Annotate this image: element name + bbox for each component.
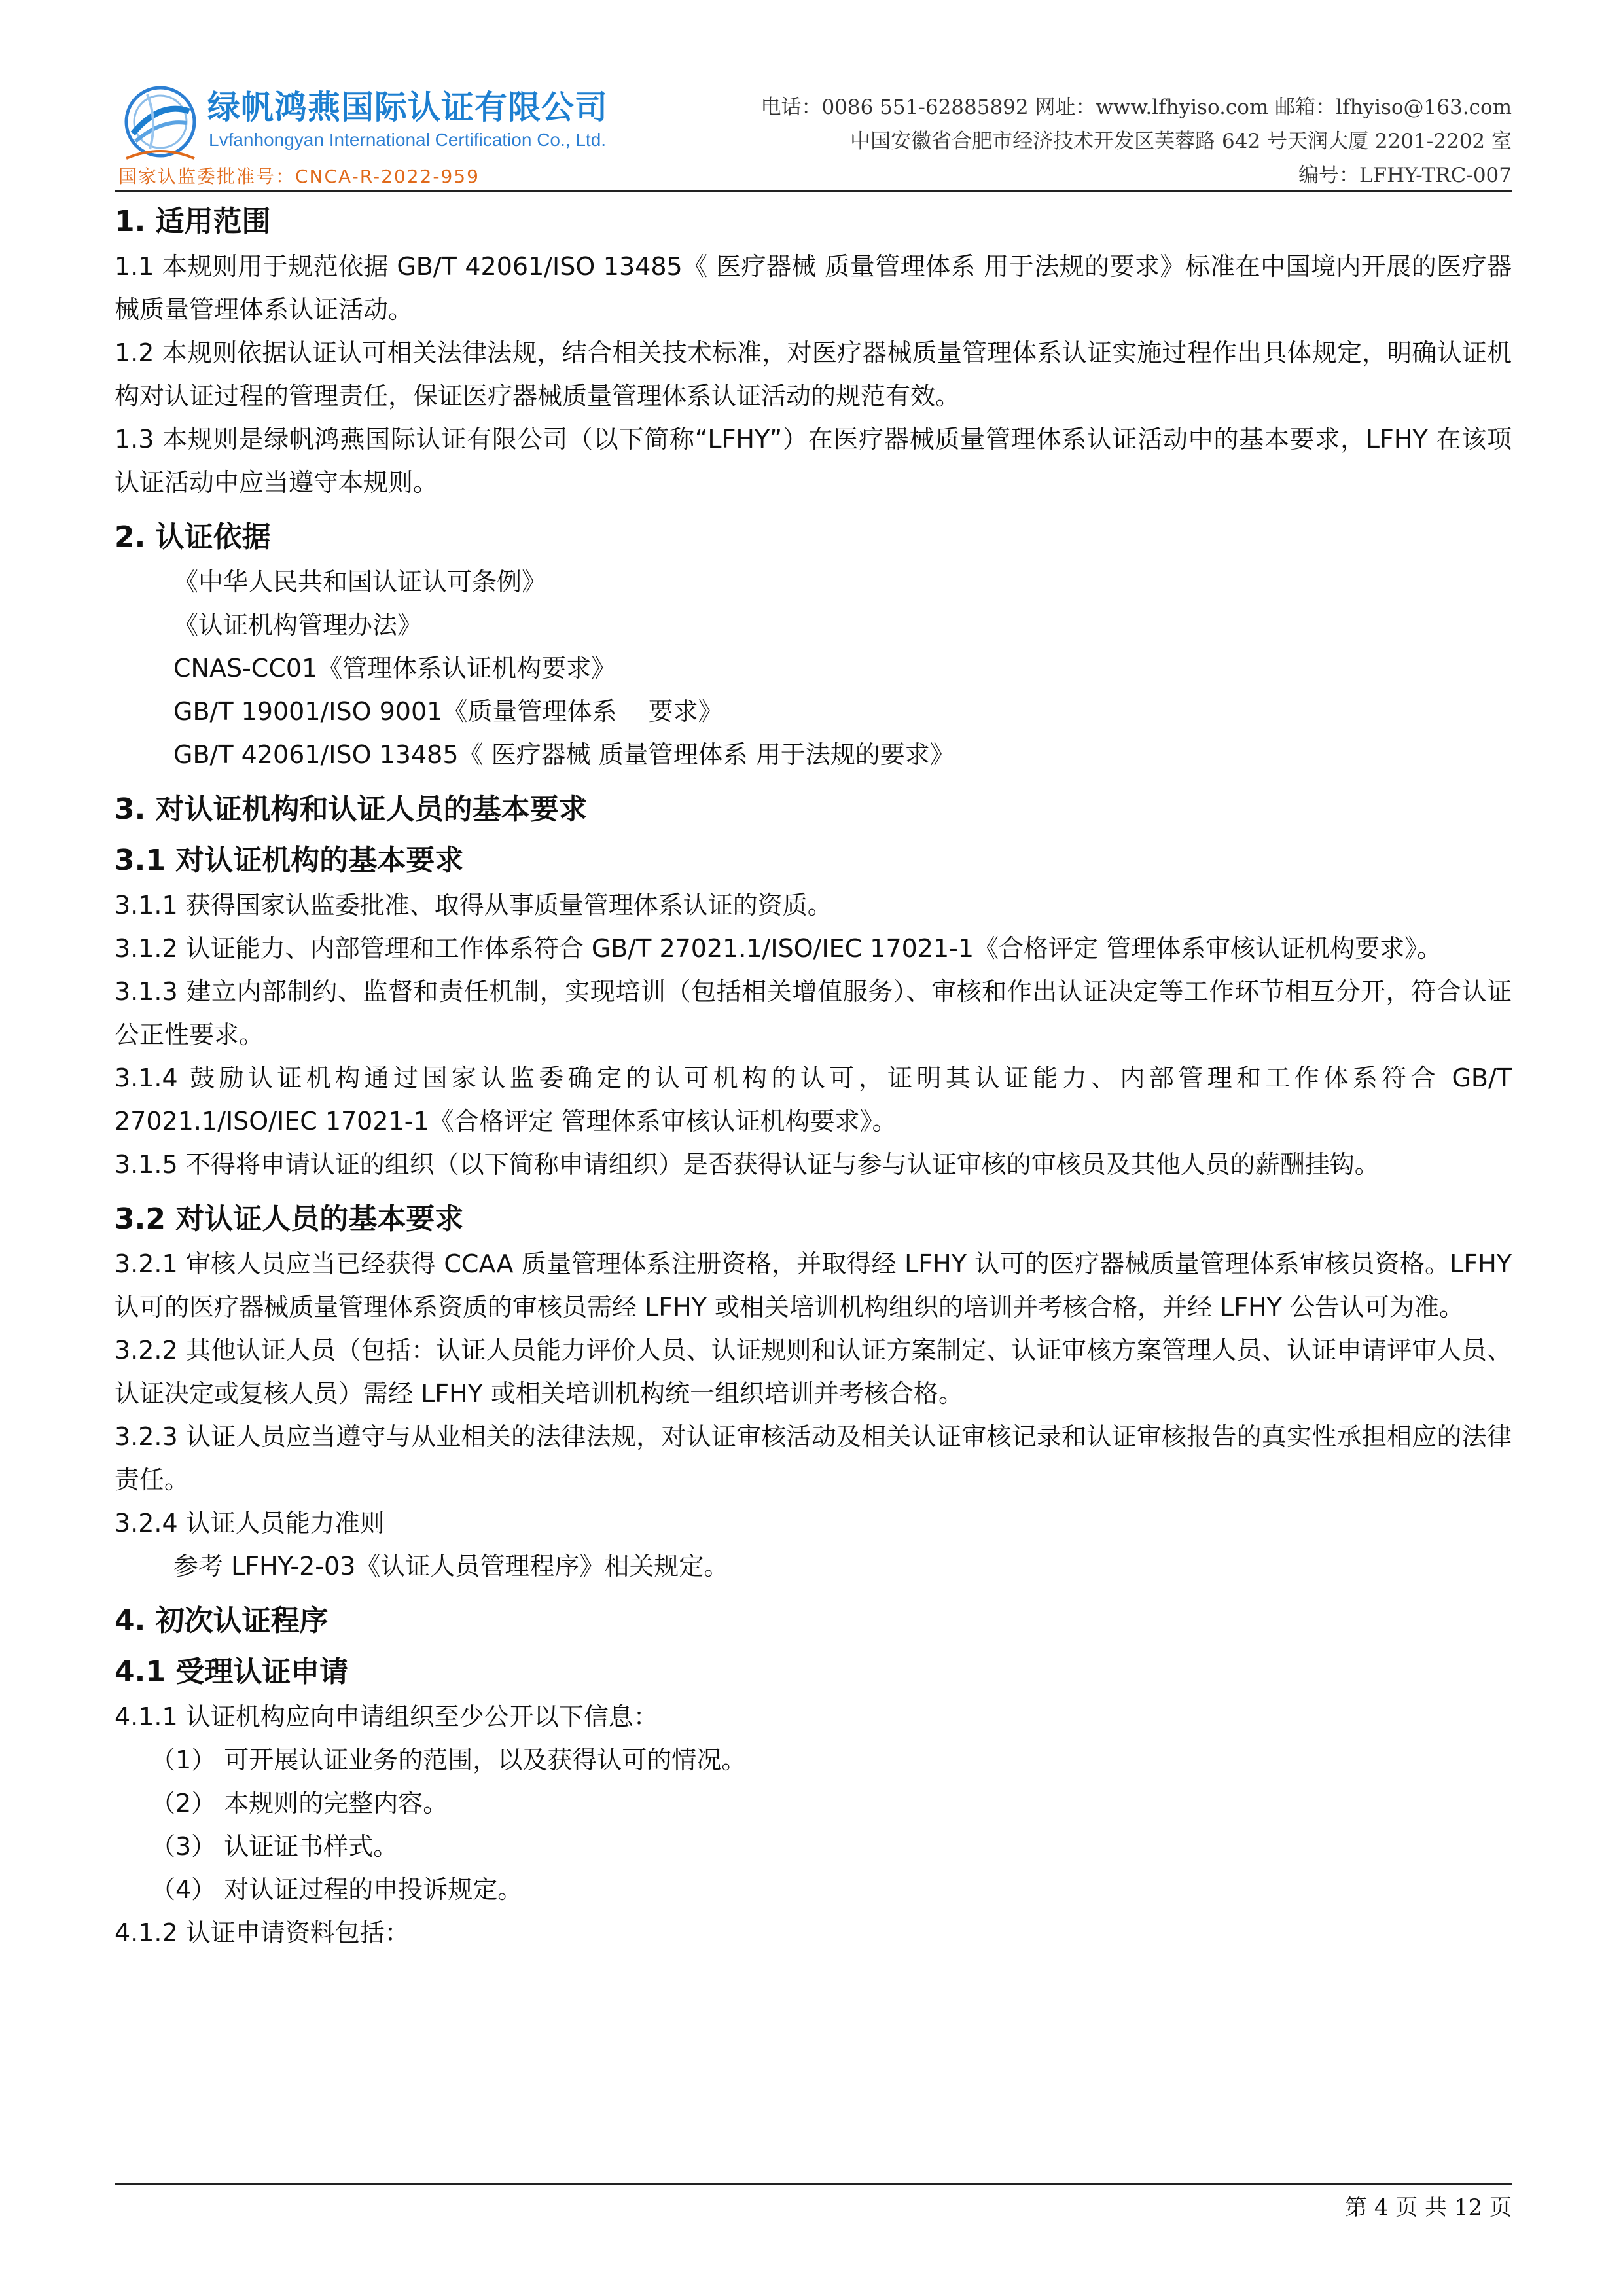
reference-item: 《中华人民共和国认证认可条例》 bbox=[173, 567, 547, 596]
company-name-en: Lvfanhongyan International Certification Co., Ltd. bbox=[209, 130, 607, 150]
list-item: （2） 本规则的完整内容。 bbox=[151, 1789, 448, 1818]
paragraph-3-1-4: 3.1.4 鼓励认证机构通过国家认监委确定的认可机构的认可，证明其认证能力、内部管理和工作体系符合 GB/T 27021.1/ISO/IEC 17021-1《合格评定 管理体系审核认证机构要求》。 bbox=[115, 1064, 1512, 1136]
section-1-title: 1. 适用范围 bbox=[115, 205, 271, 238]
header-contact-block bbox=[760, 90, 1512, 192]
reference-item: CNAS-CC01《管理体系认证机构要求》 bbox=[173, 654, 616, 683]
paragraph-3-2-4-reference: 参考 LFHY-2-03《认证人员管理程序》相关规定。 bbox=[173, 1552, 729, 1581]
document-body bbox=[115, 194, 1512, 1954]
approval-number: 国家认监委批准号：CNCA-R-2022-959 bbox=[118, 166, 480, 187]
section-3-2-title: 3.2 对认证人员的基本要求 bbox=[115, 1202, 464, 1236]
paragraph-1-1: 1.1 本规则用于规范依据 GB/T 42061/ISO 13485《 医疗器械 质量管理体系 用于法规的要求》标准在中国境内开展的医疗器械质量管理体系认证活动。 bbox=[115, 252, 1512, 324]
section-4-1-title: 4.1 受理认证申请 bbox=[115, 1655, 349, 1689]
section-2-title: 2. 认证依据 bbox=[115, 520, 271, 554]
paragraph-4-1-2: 4.1.2 认证申请资料包括： bbox=[115, 1918, 410, 1947]
address-line: 中国安徽省合肥市经济技术开发区芙蓉路 642 号天润大厦 2201-2202 室 bbox=[850, 130, 1512, 153]
reference-item: GB/T 19001/ISO 9001《质量管理体系 要求》 bbox=[173, 697, 723, 726]
page-number: 第 4 页 共 12 页 bbox=[1345, 2195, 1512, 2221]
paragraph-3-1-2: 3.1.2 认证能力、内部管理和工作体系符合 GB/T 27021.1/ISO/IEC 17021-1《合格评定 管理体系审核认证机构要求》。 bbox=[115, 934, 1442, 963]
section-3-title: 3. 对认证机构和认证人员的基本要求 bbox=[115, 793, 588, 826]
reference-item: 《认证机构管理办法》 bbox=[173, 611, 423, 639]
reference-item: GB/T 42061/ISO 13485《 医疗器械 质量管理体系 用于法规的要求》 bbox=[173, 740, 955, 769]
paragraph-3-1-3: 3.1.3 建立内部制约、监督和责任机制，实现培训（包括相关增值服务）、审核和作出认证决定等工作环节相互分开，符合认证公正性要求。 bbox=[115, 977, 1512, 1049]
section-4-title: 4. 初次认证程序 bbox=[115, 1604, 329, 1638]
list-item: （3） 认证证书样式。 bbox=[151, 1832, 399, 1861]
paragraph-1-2: 1.2 本规则依据认证认可相关法律法规，结合相关技术标准，对医疗器械质量管理体系认证实施过程作出具体规定，明确认证机构对认证过程的管理责任，保证医疗器械质量管理体系认证活动的规范有效。 bbox=[115, 338, 1512, 410]
company-name-cn: 绿帆鸿燕国际认证有限公司 bbox=[207, 88, 608, 126]
paragraph-3-2-2: 3.2.2 其他认证人员（包括：认证人员能力评价人员、认证规则和认证方案制定、认证审核方案管理人员、认证申请评审人员、认证决定或复核人员）需经 LFHY 或相关培训机构统一组织培训并考核合格。 bbox=[115, 1336, 1512, 1408]
paragraph-3-2-1: 3.2.1 审核人员应当已经获得 CCAA 质量管理体系注册资格，并取得经 LFHY 认可的医疗器械质量管理体系审核员资格。LFHY 认可的医疗器械质量管理体系资质的审核员需经 LFHY 或相关培训机构组织的培训并考核合格，并经 LFHY 公告认可为准。 bbox=[115, 1249, 1512, 1321]
section-3-1-title: 3.1 对认证机构的基本要求 bbox=[115, 844, 464, 877]
list-item: （1） 可开展认证业务的范围，以及获得认可的情况。 bbox=[151, 1746, 747, 1774]
header-divider bbox=[115, 190, 1512, 192]
list-item: （4） 对认证过程的申投诉规定。 bbox=[151, 1875, 523, 1904]
page-header bbox=[115, 73, 1512, 190]
paragraph-3-1-1: 3.1.1 获得国家认监委批准、取得从事质量管理体系认证的资质。 bbox=[115, 891, 832, 920]
paragraph-3-1-5: 3.1.5 不得将申请认证的组织（以下简称申请组织）是否获得认证与参与认证审核的审核员及其他人员的薪酬挂钩。 bbox=[115, 1150, 1380, 1179]
paragraph-4-1-1: 4.1.1 认证机构应向申请组织至少公开以下信息： bbox=[115, 1702, 658, 1731]
paragraph-3-2-4: 3.2.4 认证人员能力准则 bbox=[115, 1509, 385, 1537]
paragraph-3-2-3: 3.2.3 认证人员应当遵守与从业相关的法律法规，对认证审核活动及相关认证审核记录和认证审核报告的真实性承担相应的法律责任。 bbox=[115, 1422, 1512, 1494]
contact-line: 电话：0086 551-62885892 网址：www.lfhyiso.com 邮箱：lfhyiso@163.com bbox=[760, 96, 1512, 119]
paragraph-1-3: 1.3 本规则是绿帆鸿燕国际认证有限公司（以下简称“LFHY”）在医疗器械质量管理体系认证活动中的基本要求，LFHY 在该项认证活动中应当遵守本规则。 bbox=[115, 425, 1512, 497]
footer-divider bbox=[115, 2183, 1512, 2185]
document-number: 编号：LFHY-TRC-007 bbox=[1298, 164, 1512, 187]
